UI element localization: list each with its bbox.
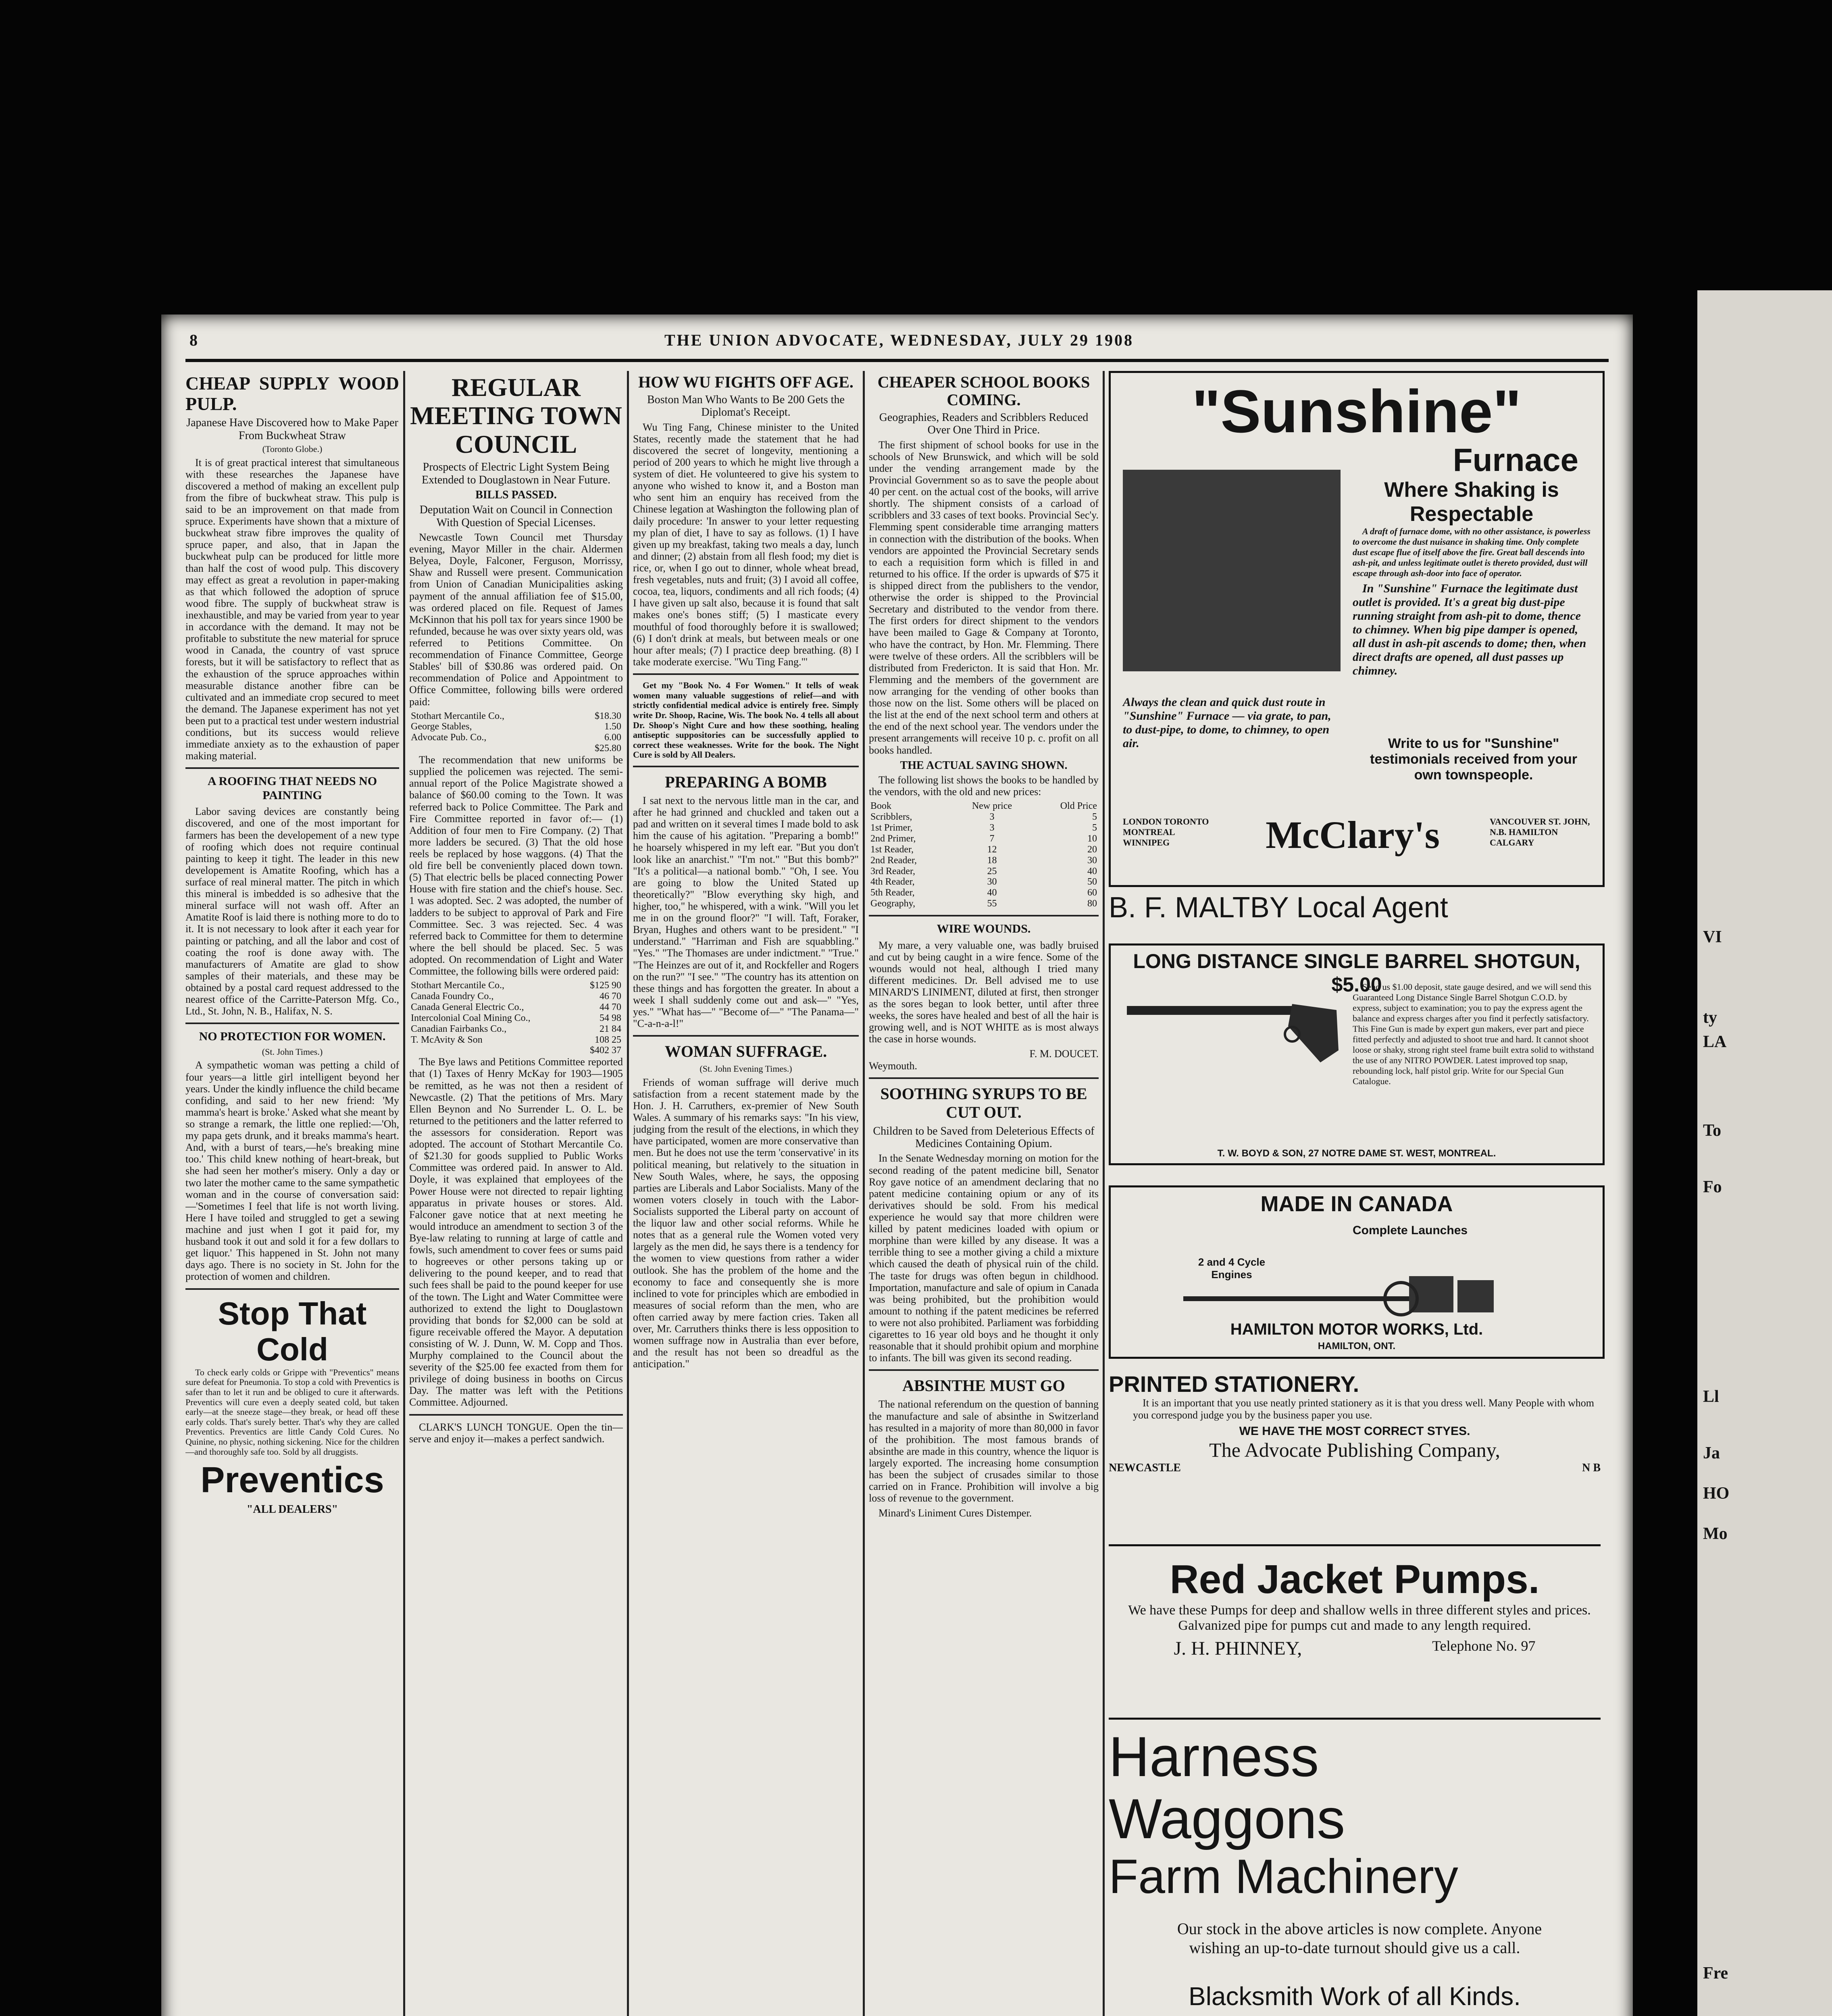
- headline: WOMAN SUFFRAGE.: [664, 1042, 827, 1061]
- table-cell: [409, 1045, 576, 1056]
- bills-table: [409, 980, 623, 1056]
- strip-fragment: Fre: [1703, 1964, 1728, 1983]
- article-body: The Bye laws and Petitions Committee reported that (1) Taxes of Henry McKay for 1903—1905 be remitted, as he was not then a resident of Newcastle. (2) That the petitions of Mrs. Mary Ellen Beynon and No Surrender L. O. L. be returned to the petitioners and the latter referred to the assessors for consideration. Report was adopted. The account of Stothart Mercantile Co. of $21.30 for goods supplied to Public Works Committee was ordered paid. In answer to Ald. Doyle, it was explained that employees of the Power House were not directed to repair lighting apparatus in private houses or stores. Ald. Falconer gave notice that at next meeting he would introduce an amendment to section 3 of the Bye-law relating to running at large of cattle and fowls, such amendment to cover fees or sums paid to hogreeves or other persons taking up or delivering to the pound keeper, and to read that such fees shall be paid to the pound keeper for use of the town. The Light and Water Committee were authorized to extend the light to Douglastown providing that bonds for $2,000 can be sold at figure receivable offered the Mayor. A deputation consisting of W. J. Dunn, W. M. Copp and Thos. Murphy complained to the Council about the severity of the $25.00 fee exacted from them for privilege of doing business in booths on Circus Day. The matter was left with the Petitions Committee. Adjourned.: [409, 1056, 623, 1408]
- ad-title: Stop That Cold: [218, 1295, 367, 1368]
- source: (St. John Times.): [262, 1046, 323, 1057]
- adjacent-page-edge: [1697, 290, 1832, 2016]
- ad-line: Harness: [1109, 1725, 1319, 1788]
- table-cell: 5: [1092, 823, 1097, 833]
- strip-fragment: ty: [1703, 1008, 1717, 1027]
- ad-title: LONG DISTANCE SINGLE BARREL SHOTGUN, $5.00: [1133, 950, 1580, 996]
- table-row: [869, 877, 1099, 887]
- ad-subtitle: Furnace: [1453, 442, 1578, 478]
- article-body: Newcastle Town Council met Thursday evening, Mayor Miller in the chair. Aldermen Belyea, Doyle, Falconer, Ferguson, Morrissy, Shaw and Russell were present. Communication from Union of Canadian Municipalities asking payment of the annual affiliation fee of $15.00, was ordered placed on file. Request of James McKinnon that his poll tax for years since 1900 be refunded, because he was over sixty years old, was referred to Petitions Committee. On recommendation of Finance Committee, George Stables' bill of $30.86 was ordered paid. On recommendation of Police and Appointment to Office Committee, following bills were ordered paid:: [409, 531, 623, 708]
- table-cell: 25: [987, 866, 997, 877]
- table-cell: Stothart Mercantile Co.,: [411, 980, 504, 991]
- masthead-line: THE UNION ADVOCATE, WEDNESDAY, JULY 29 1908: [664, 331, 1134, 349]
- notice: Get my "Book No. 4 For Women." It tells of weak women many valuable suggestions of relief—and with strictly confidential medical advice is entirely free. Simply write Dr. Shoop, Racine, Wis. The book No. 4 tells all about Dr. Shoop's Night Cure and how these soothing, healing antiseptic suppositories can be successfully applied to correct these weaknesses. Write for the book. The Night Cure is sold by All Dealers.: [633, 680, 859, 760]
- table-cell: 4th Reader,: [870, 877, 915, 887]
- column-rule: [403, 371, 405, 2016]
- headline: PREPARING A BOMB: [665, 773, 827, 791]
- table-cell: 30: [1087, 855, 1097, 866]
- table-row: [409, 721, 623, 732]
- table-cell: 10: [1087, 833, 1097, 844]
- table-cell: 60: [1087, 887, 1097, 898]
- column-header: Book: [870, 801, 892, 812]
- bills-table: [409, 711, 623, 754]
- newspaper-page: [161, 314, 1633, 2016]
- company-name: HAMILTON MOTOR WORKS, Ltd.: [1230, 1320, 1483, 1338]
- headline: SOOTHING SYRUPS TO BE CUT OUT.: [880, 1084, 1087, 1121]
- table-cell: 5th Reader,: [870, 887, 915, 898]
- table-row: [409, 1013, 623, 1024]
- price-table: [869, 801, 1099, 909]
- ad-body: It is an important that you use neatly printed stationery as it is that you dress well. Many People with whom you correspond judge you by the business paper you use.: [1133, 1397, 1594, 1421]
- headline: CHEAPER SCHOOL BOOKS COMING.: [877, 373, 1090, 409]
- table-cell: 40: [1087, 866, 1097, 877]
- table-cell: 1st Reader,: [870, 844, 914, 855]
- table-cell: 5: [1092, 812, 1097, 823]
- ad-cities: LONDON TORONTO MONTREAL WINNIPEG: [1123, 816, 1209, 848]
- table-cell: $25.80: [595, 743, 621, 754]
- table-row: [869, 866, 1099, 877]
- subheadline: Boston Man Who Wants to Be 200 Gets the Diplomat's Receipt.: [647, 394, 845, 419]
- dealer-line: [1109, 1637, 1601, 1660]
- divider: [633, 673, 859, 675]
- table-cell: Intercolonial Coal Mining Co.,: [411, 1012, 531, 1023]
- column-header: New price: [972, 801, 1012, 812]
- column-rule: [863, 371, 865, 2016]
- ad-copy-block: [1353, 478, 1591, 681]
- strip-fragment: HO: [1703, 1484, 1730, 1503]
- table-cell: 40: [987, 887, 997, 898]
- strip-fragment: Fo: [1703, 1178, 1722, 1196]
- page-header: [185, 331, 1613, 347]
- column-header: Old Price: [1060, 801, 1097, 812]
- table-row: [869, 823, 1099, 833]
- table-cell: 44 70: [600, 1002, 621, 1012]
- strip-fragment: Ja: [1703, 1444, 1720, 1462]
- ad-brand: Preventics: [200, 1460, 384, 1501]
- table-cell: $402 37: [590, 1045, 621, 1056]
- strip-fragment: VI: [1703, 928, 1722, 946]
- article-body: Labor saving devices are constantly being discovered, and one of the most important for farmers has been the developement of a new type of roofing which does not require continual painting to keep it tight. The leader in this new developement is Amatite Roofing, which has a surface of real mineral matter. The pitch in which this mineral is imbedded is so adhesive that the mineral surface will not wash off. After an Amatite Roof is laid there is nothing more to do to it. It is not necessary to look after it each year for painting or patching, and all the labor and cost of coating the roof is done away with. The manufacturers of Amatite are glad to show samples of their materials, and these may be obtained by a postal card request addressed to the nearest office of the Carritte-Paterson Mfg. Co., Ltd., St. John, N. B., Halifax, N. S.: [185, 806, 399, 1017]
- table-cell: 54 98: [600, 1012, 621, 1023]
- subheadline: Geographies, Readers and Scribblers Reduced Over One Third in Price.: [879, 411, 1089, 437]
- headline: ABSINTHE MUST GO: [902, 1377, 1065, 1395]
- table-row: [869, 844, 1099, 855]
- column-2: [409, 371, 623, 2016]
- table-row: [409, 991, 623, 1002]
- table-cell: 7: [989, 833, 995, 844]
- article-body: A sympathetic woman was petting a child of four years—a little girl intelligent beyond her years. Under the kindly influence the child became confiding, and said to her new friend: 'My mamma's heart is broke.' Asked what she meant by so strange a remark, the little one replied:—'Oh, my papa gets drunk, and it breaks mamma's heart. And, with a burst of tears,—he's breaking mine too.' This child knew nothing of heart-break, but she had seen her mother's misery. Only a day or two later the mother came to the same sympathetic woman and in the course of conversation said:—'Sometimes I feel that life is not worth living. Here I have toiled and struggled to get a sewing machine and just when I got it paid for, my husband took it out and sold it for a few dollars to get liquor.' This happened in St. John not many days ago. There is no society in St. John for the protection of women and children.: [185, 1059, 399, 1283]
- table-header-row: [869, 801, 1099, 812]
- ad-write-line: Write to us for "Sunshine" testimonials received from your own townspeople.: [1370, 736, 1577, 783]
- headline: REGULAR MEETING TOWN COUNCIL: [410, 373, 622, 458]
- column-1: [185, 371, 399, 2016]
- shotgun-ad: [1109, 943, 1605, 1165]
- table-cell: George Stables,: [411, 721, 472, 732]
- ad-subtitle: Complete Launches: [1353, 1224, 1468, 1237]
- table-cell: 3: [989, 823, 995, 833]
- header-rule: [185, 359, 1609, 362]
- divider: [869, 915, 1099, 916]
- source: (St. John Evening Times.): [699, 1064, 792, 1074]
- table-cell: 20: [1087, 844, 1097, 855]
- article-body: Wu Ting Fang, Chinese minister to the United States, recently made the statement that he had discovered the secret of longevity, mentioning a period of 200 years to which he might live through a system of diet. He volunteered to give his system to anyone who wished to know it, and a Boston man who sent him an enquiry has received from the Chinese legation at Washington the following plan of daily procedure: 'In answer to your letter requesting my plan of diet, I have to say as follows. (1) I have given up my breakfast, taking two meals a day, lunch and dinner; (2) abstain from all flesh food; my diet is rice, or, when I go out to dinner, whole wheat bread, fresh vegetables, nuts and fruit; (3) I avoid all coffee, cocoa, tea, liquors, condiments and all rich foods; (4) I have given up salt also, because it is found that salt makes one's bones stiff; (5) I masticate every mouthful of food thoroughly before it is swallowed; (6) I don't drink at meals, but between meals or one hour after meals; (7) I practice deep breathing. (8) I take moderate exercise. "Wu Ting Fang."': [633, 421, 859, 668]
- table-cell: 1st Primer,: [870, 823, 913, 833]
- table-row: [409, 743, 623, 754]
- ad-body: To check early colds or Grippe with "Preventics" means sure defeat for Pneumonia. To stop a cold with Preventics is safer than to let it run and be obliged to cure it afterwards. Preventics will cure even a deeply seated cold, but taken early—at the sneeze stage—they break, or head off these early colds. That's surely better. That's why they are called Preventics. Preventics are little Candy Cold Cures. No Quinine, no physic, nothing sickening. Nice for the children—and thoroughly safe too. Sold by all druggists.: [185, 1367, 399, 1457]
- place: Weymouth.: [869, 1060, 917, 1072]
- ad-title: "Sunshine": [1192, 377, 1522, 445]
- table-row: [869, 855, 1099, 866]
- article-body: The national referendum on the question of banning the manufacture and sale of absinthe in Switzerland has resulted in a majority of more than 80,000 in favor of the prohibition. The most famous brands of absinthe are made in this country, whence the liquor is largely exported. The increasing home consumption has been the subject of crusades similar to those carried on in France. Prohibition will involve a big loss of revenue to the government.: [869, 1398, 1099, 1504]
- table-row: [409, 732, 623, 743]
- footer-notice: CLARK'S LUNCH TONGUE. Open the tin—serve and enjoy it—makes a perfect sandwich.: [409, 1421, 623, 1445]
- divider: [869, 1077, 1099, 1079]
- subheadline: Japanese Have Discovered how to Make Paper From Buckwheat Straw: [186, 417, 398, 442]
- ad-cities: VANCOUVER ST. JOHN, N.B. HAMILTON CALGARY: [1490, 816, 1590, 848]
- table-row: [869, 812, 1099, 823]
- divider: [409, 1414, 623, 1416]
- source: (Toronto Globe.): [262, 444, 323, 454]
- strip-fragment: To: [1703, 1121, 1722, 1140]
- ad-body: We have these Pumps for deep and shallow wells in three different styles and prices. Galvanized pipe for pumps cut and made to any length required.: [1128, 1603, 1591, 1633]
- table-cell: Canada Foundry Co.,: [411, 991, 494, 1002]
- table-cell: $18.30: [595, 710, 621, 721]
- strip-fragment: Mo: [1703, 1524, 1728, 1543]
- table-cell: [409, 743, 572, 754]
- article-body: It is of great practical interest that simultaneous with these researches the Japanese have discovered a method of making an excellent pulp from the fibre of buckwheat straw. This pulp is said to be an improvement on that made from spruce. Experiments have shown that a mixture of buckwheat straw fibre improves the quality of spruce paper, and also, that in Japan the buckwheat pulp can be produced for little more than half the cost of wood pulp. This discovery may effect as great a revolution in paper-making as that which followed the adoption of spruce wood fibre. The supply of buckwheat straw is inexhaustible, and may be varied from year to year in accordance with the demand. It may not be profitable to substitute the new material for spruce wood in Canada, the country of vast spruce forests, but it will be satisfactory to reflect that as the exhaustion of the spruce approaches within measurable distance another fibre can be cultivated and an immediate crop secured to meet the demand. The Japanese experiment has not yet been put to a practical test under western industrial conditions, but its success would relieve immediate anxiety as to the exhaustion of paper making material.: [185, 456, 399, 762]
- table-cell: 46 70: [600, 991, 621, 1002]
- footer-notice: Minard's Liniment Cures Distemper.: [879, 1507, 1032, 1519]
- table-row: [409, 711, 623, 722]
- company-location: [1109, 1462, 1601, 1475]
- ad-footer: T. W. BOYD & SON, 27 NOTRE DAME ST. WEST, MONTREAL.: [1217, 1148, 1496, 1159]
- strip-fragment: Ll: [1703, 1387, 1719, 1406]
- divider: [633, 766, 859, 767]
- column-rule: [627, 371, 629, 2016]
- table-intro: The following list shows the books to be handled by the vendors, with the old and new prices:: [869, 774, 1099, 798]
- table-row: [409, 1002, 623, 1013]
- table-cell: 6.00: [604, 732, 621, 743]
- table-row: [409, 1045, 623, 1056]
- table-cell: Advocate Pub. Co.,: [411, 732, 487, 743]
- table-cell: T. McAvity & Son: [411, 1034, 483, 1045]
- table-cell: Scribblers,: [870, 812, 912, 823]
- article-body: In the Senate Wednesday morning on motion for the second reading of the patent medicine bill, Senator Roy gave notice of an amendment declaring that no patent medicine containing opium or any of its derivatives should be sold. From his medical experience he would say that more children were killed by patent medicines loaded with opium or morphine than were killed by any disease. It was a terrible thing to see a mother giving a child a mixture which caused the death of physical ruin of the child. The taste for drugs was often begun in childhood. Importation, manufacture and sale of opium in Canada was being prohibited, but the prohibition would amount to nothing if the patent medicines be referred to were not also prohibited. Parliament was forbidding cigarettes to 16 year old boys and he thought it only reasonable that it should prohibit opium and morphine to infants. The bill was given its second reading.: [869, 1152, 1099, 1364]
- table-cell: 3rd Reader,: [870, 866, 915, 877]
- table-cell: 80: [1087, 898, 1097, 909]
- table-cell: 108 25: [595, 1034, 621, 1045]
- subheadline: BILLS PASSED.: [475, 488, 557, 501]
- headline: WIRE WOUNDS.: [937, 922, 1031, 935]
- subheadline: Deputation Wait on Council in Connection With Question of Special Licenses.: [419, 504, 613, 529]
- table-row: [409, 980, 623, 991]
- table-cell: Canadian Fairbanks Co.,: [411, 1023, 507, 1034]
- table-cell: 21 84: [600, 1023, 621, 1034]
- table-cell: Geography,: [870, 898, 916, 909]
- article-body: Friends of woman suffrage will derive much satisfaction from a recent statement made by the Hon. J. H. Carruthers, ex-premier of New South Wales. A summary of his remarks says: "In his view, judging from the result of the elections, in which they have participated, women are more conservative than men. But he does not use the term 'conservative' in its political meaning, but relatively to the situation in New South Wales, where, he says, the opposing parties are Liberals and Labor Socialists. Many of the women voters closely in touch with the Labor-Socialists supported the Liberal party on account of the liquor law and other social reforms. While he notes that as a general rule the Women voted very largely as the men did, he says there is a tendency for the women to view questions from rather a wider outlook. She has the problem of the home and the economy to face and consequently she is more inclined to vote for principles which are embodied in measures of social reform than the men, who are often carried away by mere faction cries. Taken all over, Mr. Carruthers thinks there is less opposition to women suffrage now in Australia than ever before, and the result has not been so dreadful as the anticipation.": [633, 1076, 859, 1370]
- table-cell: 55: [987, 898, 997, 909]
- shotgun-illustration: [1119, 982, 1345, 1087]
- table-cell: Stothart Mercantile Co.,: [411, 710, 504, 721]
- signature: F. M. DOUCET.: [1029, 1048, 1099, 1060]
- harness-ad: [1109, 1726, 1601, 2016]
- ad-body: In "Sunshine" Furnace the legitimate dust outlet is provided. It's a great big dust-pipe running straight from ash-pit to dome, thence to chimney. When big pipe damper is opened, all dust in ash-pit ascends to dome; then, when direct drafts are opened, all dust passes up chimney.: [1353, 582, 1586, 677]
- table-row: [869, 898, 1099, 909]
- ad-body: A draft of furnace dome, with no other assistance, is powerless to overcome the dust nuisance in shaking time. Only complete dust escape flue of itself above the fire. Great ball descends into ash-pit, and unless legitimate outlet is thereto provided, dust will escape through ash-door into face of operator.: [1353, 526, 1591, 578]
- ad-body: Send us $1.00 deposit, state gauge desired, and we will send this Guaranteed Long Distance Single Barrel Shotgun C.O.D. by express, subject to examination; you to pay the express agent the balance and express charges after you find it perfectly satisfactory. This Fine Gun is made by expert gun makers, ever part and piece fitted perfectly and adjusted to shoot true and hard. It cannot shoot loose or shaky, strong right steel frame built extra solid to withstand the use of any NITRO POWDER. Latest improved top snap, rebounding lock, half pistol grip. Write for our Special Gun Catalogue.: [1353, 982, 1594, 1086]
- headline: HOW WU FIGHTS OFF AGE.: [638, 373, 854, 391]
- table-row: [869, 887, 1099, 898]
- table-cell: 50: [1087, 877, 1097, 887]
- table-cell: 12: [987, 844, 997, 855]
- table-row: [869, 833, 1099, 844]
- table-cell: Canada General Electric Co.,: [411, 1002, 524, 1012]
- pumps-ad: [1109, 1556, 1601, 1720]
- ad-title: PRINTED STATIONERY.: [1109, 1371, 1359, 1397]
- local-agent: B. F. MALTBY Local Agent: [1109, 891, 1448, 924]
- ad-tagline: Where Shaking is Respectable: [1384, 478, 1559, 526]
- dealer-phone: Telephone No. 97: [1432, 1638, 1536, 1654]
- table-cell: 2nd Reader,: [870, 855, 917, 866]
- article-body: My mare, a very valuable one, was badly bruised and cut by being caught in a wire fence. Some of the wounds would not heal, although I tried many different medicines. Dr. Bell advised me to use MINARD'S LINIMENT, diluted at first, then stronger as the sores began to look better, until after three weeks, the sores have healed and best of all the hair is growing well, and is NOT WHITE as is most always the case in horse wounds.: [869, 939, 1099, 1045]
- table-cell: 1.50: [604, 721, 621, 732]
- headline: A ROOFING THAT NEEDS NO PAINTING: [207, 775, 377, 802]
- table-title: THE ACTUAL SAVING SHOWN.: [900, 759, 1068, 772]
- headline: NO PROTECTION FOR WOMEN.: [199, 1030, 386, 1043]
- table-cell: 30: [987, 877, 997, 887]
- subheadline: Prospects of Electric Light System Being Extended to Douglastown in Near Future.: [421, 461, 611, 486]
- strip-fragment: LA: [1703, 1033, 1727, 1051]
- ad-title: MADE IN CANADA: [1260, 1192, 1453, 1216]
- column-4: [869, 371, 1099, 2016]
- column-3: [633, 371, 859, 2016]
- article-body: I sat next to the nervous little man in the car, and after he had grinned and chuckled and taken out a pad and written on it several times I made bold to ask him the cause of his agitation. "Preparing a bomb!" he hoarsely whispered in my left ear. "But you don't look like an anarchist." "I'm not." "But this bomb?" "It's a political—a national bomb." "Oh, I see. You are going to blow the United Stated up theoretically?" "Blow everything sky high, and higher, too," he whispered, with a wink. "Will you let me in on the ground floor?" "I will. Taft, Foraker, Bryan, Hughes and others want to be president." "I understand." "Harriman and Fish are squabbling." "Yes." "The Thomases are under indictment." "True." "The Heinzes are out of it, and Rockfeller and Rogers on the run?" "I see." "The country has its attention on these things and has forgotten the greater. In about a week I shall suddenly come out and ask—" "Yes, yes." "What has—" "Become of—" "The Panama—" "C-a-n-a-l!": [633, 795, 859, 1030]
- ad-line: Farm Machinery: [1109, 1849, 1458, 1904]
- article-body: The recommendation that new uniforms be supplied the policemen was rejected. The semi-annual report of the Police Magistrate showed a balance of $60.00 coming to the Town. It was referred back to Police Committee. The Park and Fire Committee reported in favor of:— (1) Addition of four men to Fire Company. (2) That more ladders be secured. (3) That the old hose reels be replaced by hose waggons. (4) That the old fire bell be conveniently placed down town. (5) That electric bells be placed connecting Power House with fire station and the chief's house. Sec. 1 was adopted. Sec. 2 was adopted, the number of ladders to be subject to approval of Park and Fire Committee. Sec. 3 was rejected. Sec. 4 was referred back to Committee for them to determine where the bell should be placed. Sec. 5 was adopted. On recommendation of Light and Water Committee, the following bills were ordered paid:: [409, 754, 623, 977]
- divider: [185, 767, 399, 769]
- divider: [185, 1288, 399, 1290]
- company-city: NEWCASTLE: [1109, 1462, 1181, 1474]
- motor-works-ad: [1109, 1185, 1605, 1359]
- table-row: [409, 1024, 623, 1035]
- dealer-name: J. H. PHINNEY,: [1174, 1638, 1302, 1659]
- table-row: [409, 1035, 623, 1045]
- ad-line: WE HAVE THE MOST CORRECT STYES.: [1239, 1425, 1470, 1438]
- stationery-ad: [1109, 1371, 1601, 1546]
- engine-illustration: [1175, 1272, 1538, 1316]
- table-cell: $125 90: [590, 980, 621, 991]
- article-body: The first shipment of school books for use in the schools of New Brunswick, and which will be sold under the vending arrangement made by the Provincial Government so as to save the people about 40 per cent. on the actual cost of the books, will arrive shortly. The shipment consists of a carload of scribblers and 33 cases of text books. Provincial Sec'y. Flemming spent considerable time arranging matters in connection with the distribution of the books. When vendors are appointed the Provincial Secretary sends to each a requisition form which is filled in and returned to his office. If the order is upwards of $75 it is shipped direct from the publishers to the vendor, otherwise the order is shipped to the Provincial Secretary and distributed to the vendor from there. The first orders for direct shipment to the vendors have been mailed to Gage & Company at Toronto, who have the contract, by Hon. Mr. Flemming. There were twelve of these orders. All the scribblers will be distributed from Fredericton. It is said that Hon. Mr. Flemming and the members of the government are now arranging for the vending of other books than those now on the list. Some others will be placed on the list at the end of the next school term and others at the end of the next school year. The vendors under the present arrangements will receive 10 p. c. profit on all books handled.: [869, 439, 1099, 756]
- divider: [869, 1369, 1099, 1371]
- headline: CHEAP SUPPLY WOOD PULP.: [185, 373, 399, 414]
- ad-body: Always the clean and quick dust route in "Sunshine" Furnace — via grate, to pan, to dust-pipe, to dome, to chimney, to open air.: [1123, 696, 1331, 750]
- ad-line: Blacksmith Work of all Kinds.: [1189, 1982, 1521, 2011]
- company-name: The Advocate Publishing Company,: [1209, 1439, 1500, 1461]
- subheadline: Children to be Saved from Deleterious Effects of Medicines Containing Opium.: [873, 1125, 1095, 1150]
- company-province: N B: [1582, 1462, 1601, 1474]
- brand-logo: McClary's: [1266, 813, 1440, 856]
- ad-title: Red Jacket Pumps.: [1170, 1557, 1540, 1602]
- engines-label: 2 and 4 Cycle Engines: [1198, 1256, 1266, 1281]
- ad-tagline: "ALL DEALERS": [246, 1503, 338, 1516]
- company-city: HAMILTON, ONT.: [1318, 1341, 1396, 1352]
- divider: [185, 1023, 399, 1024]
- table-cell: 18: [987, 855, 997, 866]
- sunshine-furnace-ad: [1109, 371, 1605, 887]
- table-cell: 2nd Primer,: [870, 833, 916, 844]
- table-cell: 3: [989, 812, 995, 823]
- ad-body: Our stock in the above articles is now complete. Anyone wishing an up-to-date turnout should give us a call.: [1177, 1920, 1542, 1957]
- ad-line: Waggons: [1109, 1787, 1345, 1850]
- divider: [633, 1035, 859, 1037]
- furnace-illustration: [1123, 470, 1341, 671]
- page-number: 8: [189, 331, 199, 349]
- column-rule: [1103, 371, 1105, 2016]
